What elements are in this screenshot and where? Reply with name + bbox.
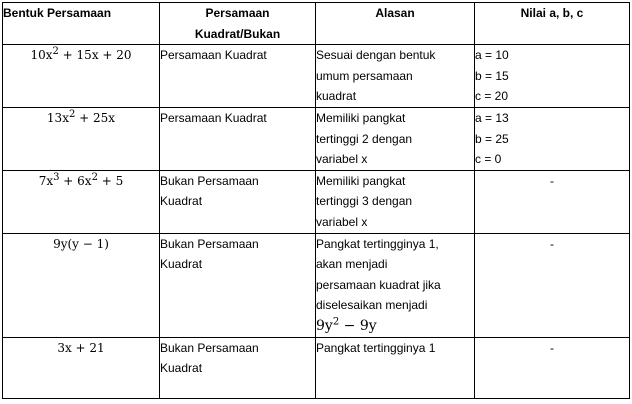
equation-cell — [3, 337, 160, 398]
value-a: a = 13 — [475, 110, 509, 125]
reason-line: Pangkat tertingginya 1, — [316, 236, 439, 251]
equation-part: 3x + 21 — [57, 340, 105, 355]
status-line: Persamaan Kuadrat — [160, 110, 267, 125]
status-cell — [160, 170, 316, 233]
values-cell-dash: - — [475, 337, 630, 398]
reason-line: tertinggi 2 dengan — [316, 131, 413, 146]
reason-math-exponent: 2 — [332, 316, 340, 328]
status-cell — [160, 45, 316, 108]
equation-part: + 6x — [59, 173, 92, 188]
equation-part: 9y(y − 1) — [53, 236, 109, 251]
reason-line: tertinggi 3 dengan — [316, 194, 413, 209]
header-alasan: Alasan — [316, 3, 475, 45]
value-b: b = 25 — [475, 131, 509, 146]
reason-line: diselesaikan menjadi — [316, 298, 428, 313]
equation-cell — [3, 170, 160, 233]
equation-exponent: 3 — [53, 171, 60, 183]
reason-line: akan menjadi — [316, 257, 388, 272]
equation-table — [2, 2, 630, 399]
equation-part: + 15x + 20 — [58, 48, 132, 63]
header-persamaan-line1: Persamaan — [205, 6, 270, 20]
equation-part: 13x — [46, 110, 69, 125]
reason-line: persamaan kuadrat jika — [316, 277, 441, 292]
value-c: c = 0 — [475, 152, 502, 167]
reason-cell — [316, 107, 475, 170]
reason-cell — [316, 233, 475, 337]
reason-math-part: − 9y — [339, 317, 377, 334]
reason-math-part: 9y — [316, 317, 333, 334]
values-cell-dash: - — [475, 170, 630, 233]
reason-cell — [316, 45, 475, 108]
equation-part: + 25x — [75, 110, 116, 125]
equation-part: 7x — [38, 173, 54, 188]
reason-line: Pangkat tertingginya 1 — [316, 340, 436, 355]
table-row — [3, 45, 630, 108]
header-persamaan-line2: Kuadrat/Bukan — [194, 26, 281, 41]
status-cell — [160, 107, 316, 170]
reason-line: umum persamaan — [316, 68, 413, 83]
reason-line: variabel x — [316, 152, 368, 167]
equation-exponent: 2 — [52, 46, 59, 58]
reason-line: variabel x — [316, 214, 368, 229]
reason-line: Sesuai dengan bentuk — [316, 48, 436, 63]
table-row — [3, 233, 630, 337]
status-line: Bukan Persamaan — [160, 340, 259, 355]
header-persamaan-kuadrat — [160, 3, 316, 45]
values-cell — [475, 45, 630, 108]
value-b: b = 15 — [475, 68, 509, 83]
status-line: Bukan Persamaan — [160, 173, 259, 188]
reason-math — [316, 316, 474, 337]
equation-cell — [3, 45, 160, 108]
header-bentuk-persamaan: Bentuk Persamaan — [3, 3, 160, 45]
table-row — [3, 170, 630, 233]
table-row — [3, 337, 630, 398]
value-c: c = 20 — [475, 89, 509, 104]
status-line: Bukan Persamaan — [160, 236, 259, 251]
header-nilai-abc: Nilai a, b, c — [475, 3, 630, 45]
status-cell — [160, 337, 316, 398]
values-cell-dash: - — [475, 233, 630, 337]
equation-part: + 5 — [97, 173, 124, 188]
status-line: Kuadrat — [160, 361, 203, 376]
status-cell — [160, 233, 316, 337]
equation-part: 10x — [30, 48, 53, 63]
reason-cell — [316, 337, 475, 398]
equation-exponent: 2 — [91, 171, 98, 183]
reason-cell — [316, 170, 475, 233]
values-cell — [475, 107, 630, 170]
value-a: a = 10 — [475, 48, 509, 63]
status-line: Persamaan Kuadrat — [160, 48, 267, 63]
status-line: Kuadrat — [160, 194, 203, 209]
equation-cell — [3, 233, 160, 337]
reason-line: kuadrat — [316, 89, 357, 104]
equation-cell — [3, 107, 160, 170]
table-row — [3, 107, 630, 170]
status-line: Kuadrat — [160, 257, 203, 272]
equation-exponent: 2 — [68, 108, 76, 120]
reason-line: Memiliki pangkat — [316, 110, 406, 125]
reason-line: Memiliki pangkat — [316, 173, 406, 188]
header-row — [3, 3, 630, 45]
